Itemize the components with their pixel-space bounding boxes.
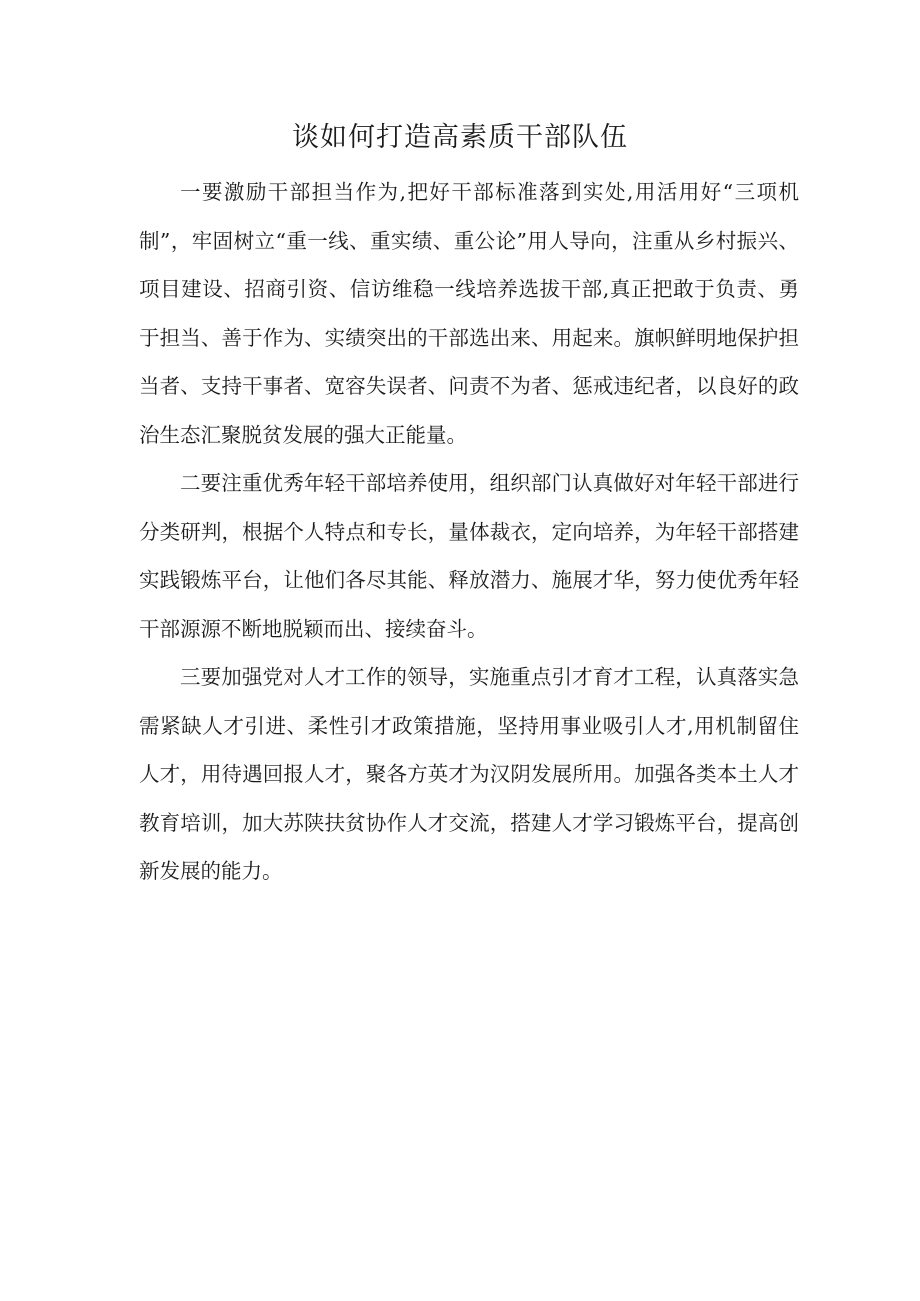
paragraph-3: 三要加强党对人才工作的领导，实施重点引才育才工程，认真落实急需紧缺人才引进、柔性引才政策措施，坚持用事业吸引人才,用机制留住人才，用待遇回报人才，聚各方英才为汉阴发展所用。加强各类本土人才教育培训，加大苏陕扶贫协作人才交流，搭建人才学习锻炼平台，提高创新发展的能力。 bbox=[139, 665, 799, 883]
paragraph-2: 二要注重优秀年轻干部培养使用，组织部门认真做好对年轻干部进行分类研判，根据个人特点和专长，量体裁衣，定向培养，为年轻干部搭建实践锻炼平台，让他们各尽其能、释放潜力、施展才华，努力使优秀年轻干部源源不断地脱颖而出、接续奋斗。 bbox=[139, 471, 799, 641]
paragraph-1: 一要激励干部担当作为,把好干部标准落到实处,用活用好“三项机制”，牢固树立“重一线、重实绩、重公论”用人导向，注重从乡村振兴、项目建设、招商引资、信访维稳一线培养选拔干部,真正把敢于负责、勇于担当、善于作为、实绩突出的干部选出来、用起来。旗帜鲜明地保护担当者、支持干事者、宽容失误者、问责不为者、惩戒违纪者，以良好的政治生态汇聚脱贫发展的强大正能量。 bbox=[139, 180, 799, 447]
document-body bbox=[139, 168, 799, 896]
document-title: 谈如何打造高素质干部队伍 bbox=[292, 122, 628, 153]
